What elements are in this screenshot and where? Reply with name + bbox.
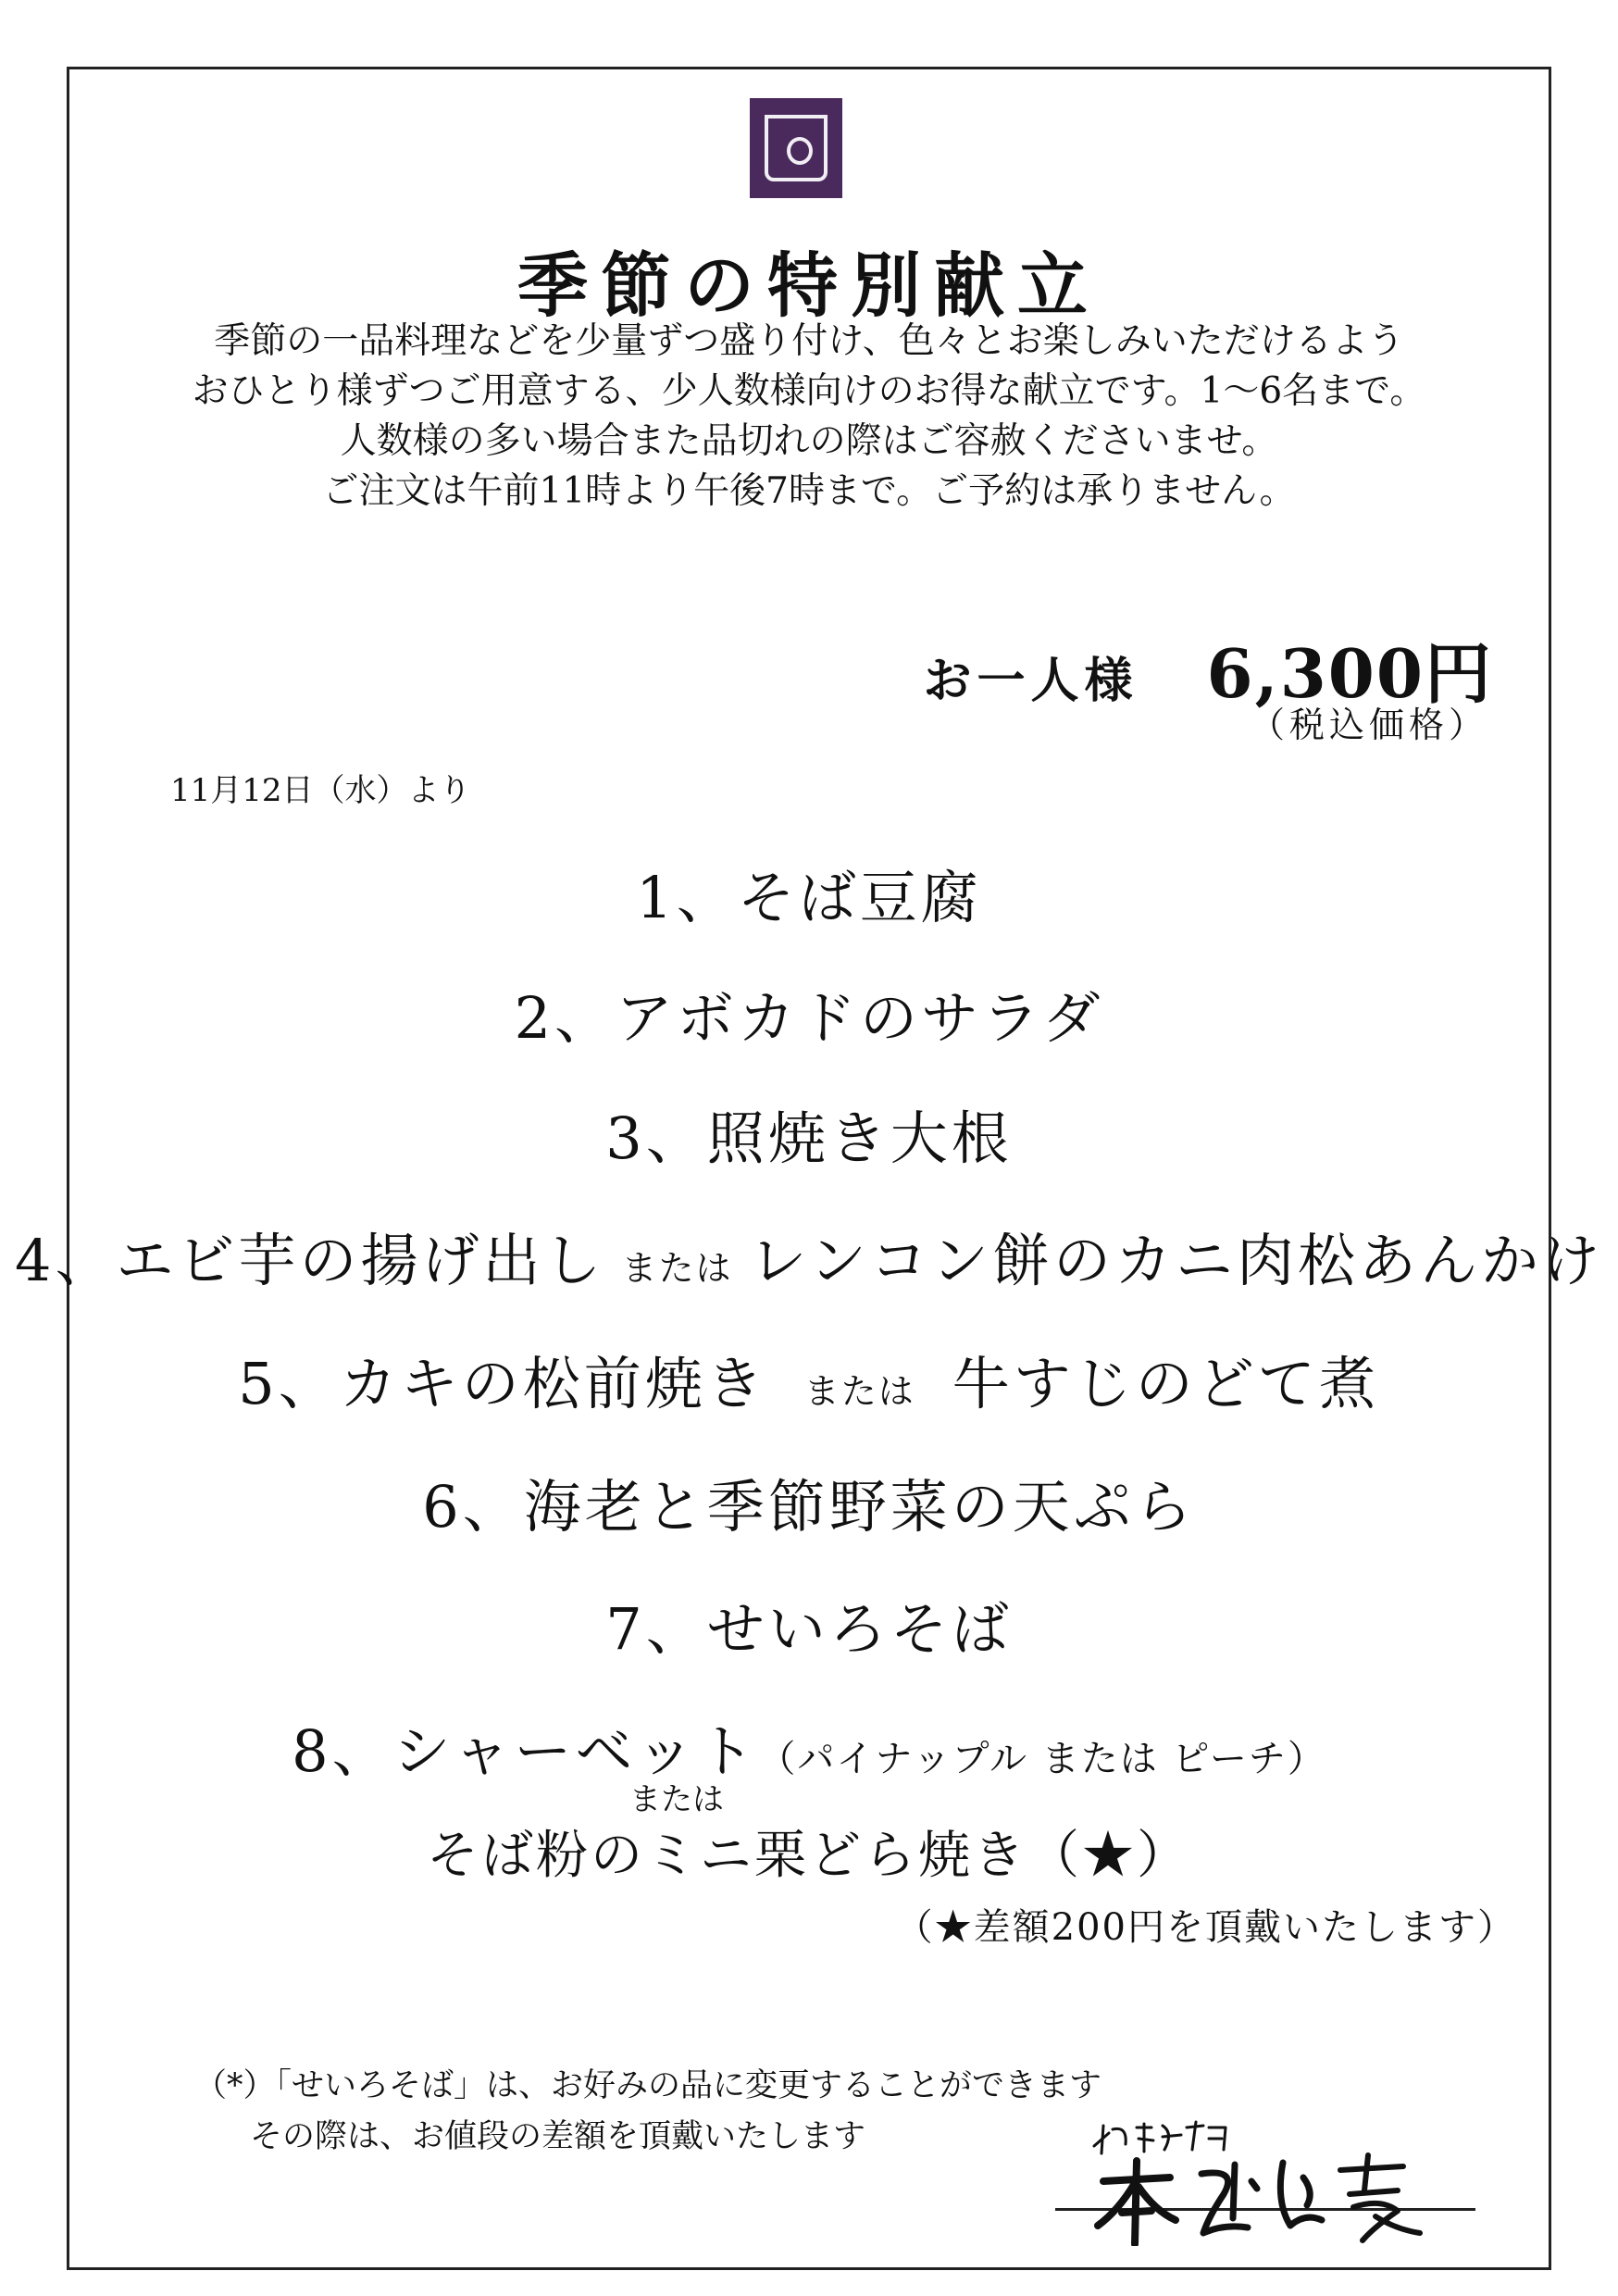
surcharge-note: （★差額200円を頂戴いたします） bbox=[895, 1906, 1516, 1949]
intro-text bbox=[0, 317, 1618, 517]
crest-logo bbox=[750, 98, 842, 198]
menu-item-8-alt: そば粉のミニ栗どら焼き（★） bbox=[427, 1826, 1191, 1886]
cup-icon bbox=[765, 115, 828, 181]
page-title: 季節の特別献立 bbox=[517, 244, 1101, 327]
emblem-icon bbox=[787, 137, 813, 165]
signature-logo bbox=[1085, 2116, 1429, 2246]
menu-item-4-alt: レンコン餅のカニ肉松あんかけ bbox=[749, 1227, 1603, 1294]
intro-line: ご注文は午前11時より午後7時まで。ご予約は承りません。 bbox=[322, 470, 1296, 512]
start-date: 11月12日（水）より bbox=[170, 772, 471, 809]
menu-item-8 bbox=[0, 1705, 1618, 1788]
menu-item-5 bbox=[0, 1338, 1618, 1420]
menu-item-5-alt: 牛すじのどて煮 bbox=[952, 1350, 1380, 1417]
menu-item-4-main: 4、エビ芋の揚げ出し bbox=[15, 1227, 605, 1294]
footnote-line-1: （*）「せいろそば」は、お好みの品に変更することができます bbox=[194, 2067, 1102, 2104]
menu-item-8-or: または bbox=[629, 1781, 724, 1818]
menu-item-6: 6、海老と季節野菜の天ぷら bbox=[422, 1473, 1196, 1541]
menu-item-3: 3、照焼き大根 bbox=[605, 1104, 1013, 1172]
tax-note: （税込価格） bbox=[1249, 705, 1488, 745]
menu-item-7: 7、せいろそば bbox=[605, 1595, 1013, 1663]
menu-item-2: 2、アボカドのサラダ bbox=[514, 984, 1104, 1052]
menu-item-8-sub: （パイナップル または ピーチ） bbox=[758, 1738, 1326, 1780]
menu-item-5-or: または bbox=[803, 1371, 915, 1412]
menu-item-4 bbox=[0, 1215, 1618, 1297]
intro-line: 人数様の多い場合また品切れの際はご容赦くださいませ。 bbox=[340, 420, 1278, 462]
menu-item-1: 1、そば豆腐 bbox=[636, 864, 982, 931]
menu-item-8-main: 8、シャーベット bbox=[292, 1717, 759, 1785]
intro-line: 季節の一品料理などを少量ずつ盛り付け、色々とお楽しみいただけるよう bbox=[214, 320, 1404, 362]
price-amount: 6,300円 bbox=[1206, 634, 1493, 713]
footnote-line-2: その際は、お値段の差額を頂戴いたします bbox=[250, 2118, 866, 2155]
menu-item-5-main: 5、カキの松前焼き bbox=[238, 1350, 767, 1417]
price-label: お一人様 bbox=[923, 653, 1139, 709]
menu-item-4-or: または bbox=[621, 1248, 733, 1289]
intro-line: おひとり様ずつご用意する、少人数様向けのお得な献立です。1〜6名まで。 bbox=[192, 370, 1426, 412]
